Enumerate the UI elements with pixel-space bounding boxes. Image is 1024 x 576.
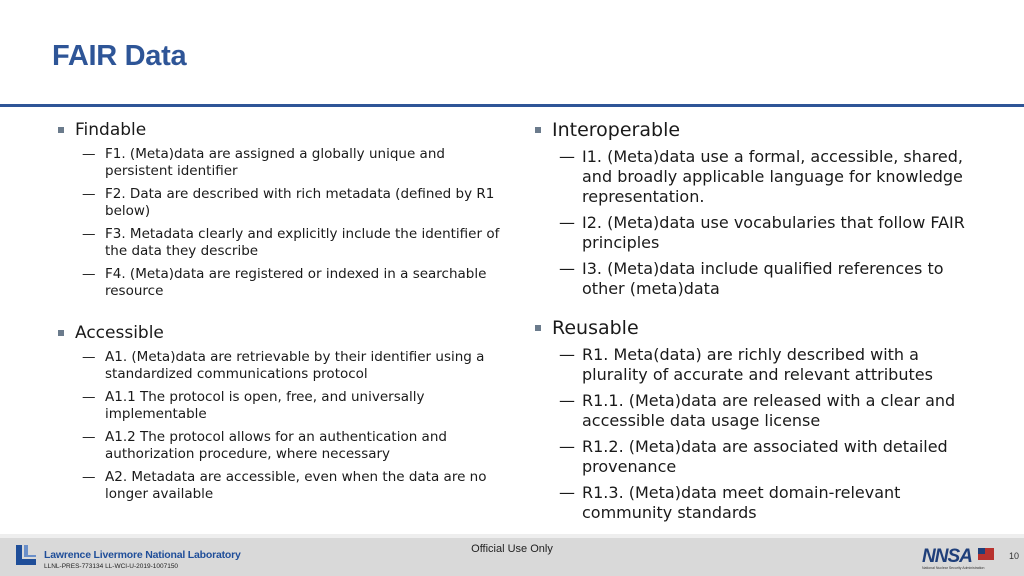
dash-icon: — bbox=[559, 391, 575, 410]
dash-icon: — bbox=[82, 429, 96, 445]
list-item: — F3. Metadata clearly and explicitly include the identifier of the data they describe bbox=[82, 226, 500, 259]
title-divider bbox=[0, 104, 1024, 107]
reusable-heading bbox=[535, 317, 985, 339]
dash-icon: — bbox=[559, 345, 575, 364]
findable-section bbox=[58, 120, 508, 300]
dash-icon: — bbox=[82, 146, 96, 162]
list-item: — A1. (Meta)data are retrievable by their identifier using a standardized communications protocol bbox=[82, 349, 485, 382]
reusable-heading-text: Reusable bbox=[552, 317, 639, 339]
dash-icon: — bbox=[559, 213, 575, 232]
dash-icon: — bbox=[559, 483, 575, 502]
square-bullet-icon bbox=[535, 325, 541, 331]
dash-icon: — bbox=[559, 147, 575, 166]
dash-icon: — bbox=[82, 266, 96, 282]
classification-label: Official Use Only bbox=[471, 543, 553, 555]
list-item: — I2. (Meta)data use vocabularies that follow FAIR principles bbox=[559, 213, 965, 252]
square-bullet-icon bbox=[58, 330, 64, 336]
accessible-section bbox=[58, 323, 508, 503]
dash-icon: — bbox=[82, 389, 96, 405]
list-item: — R1. Meta(data) are richly described with a plurality of accurate and relevant attributes bbox=[559, 345, 933, 384]
list-item: — A1.2 The protocol allows for an authentication and authorization procedure, where necessary bbox=[82, 429, 447, 462]
list-item: — R1.3. (Meta)data meet domain-relevant community standards bbox=[559, 483, 901, 522]
nnsa-subtext: National Nuclear Security Administration bbox=[922, 566, 985, 570]
llnl-mark-icon bbox=[14, 543, 38, 567]
findable-heading-text: Findable bbox=[75, 120, 147, 140]
list-item: — R1.2. (Meta)data are associated with detailed provenance bbox=[559, 437, 948, 476]
accessible-heading-text: Accessible bbox=[75, 323, 164, 343]
list-item: — A2. Metadata are accessible, even when the data are no longer available bbox=[82, 469, 487, 502]
dash-icon: — bbox=[82, 469, 96, 485]
square-bullet-icon bbox=[535, 127, 541, 133]
interoperable-heading-text: Interoperable bbox=[552, 119, 681, 141]
list-item: — R1.1. (Meta)data are released with a clear and accessible data usage license bbox=[559, 391, 956, 430]
reusable-section bbox=[535, 317, 985, 523]
square-bullet-icon bbox=[58, 127, 64, 133]
nnsa-logo-text: NNSA bbox=[922, 546, 972, 567]
nnsa-logo-icon bbox=[922, 545, 1000, 571]
dash-icon: — bbox=[559, 437, 575, 456]
slide-title: FAIR Data bbox=[52, 40, 187, 72]
nnsa-logo bbox=[922, 545, 1000, 576]
list-item: — F1. (Meta)data are assigned a globally unique and persistent identifier bbox=[82, 146, 445, 179]
dash-icon: — bbox=[82, 226, 96, 242]
list-item: — A1.1 The protocol is open, free, and universally implementable bbox=[82, 389, 425, 422]
dash-icon: — bbox=[559, 259, 575, 278]
dash-icon: — bbox=[82, 186, 96, 202]
accessible-heading bbox=[58, 323, 508, 343]
list-item: — I3. (Meta)data include qualified references to other (meta)data bbox=[559, 259, 944, 298]
page-number: 10 bbox=[1009, 551, 1020, 561]
list-item: — I1. (Meta)data use a formal, accessible, shared, and broadly applicable language for knowledge representation. bbox=[559, 147, 963, 206]
dash-icon: — bbox=[82, 349, 96, 365]
interoperable-heading bbox=[535, 119, 985, 141]
document-id: LLNL-PRES-773134 LL-WCI-U-2019-1007150 bbox=[44, 563, 179, 570]
list-item: — F4. (Meta)data are registered or indexed in a searchable resource bbox=[82, 266, 487, 299]
lab-name: Lawrence Livermore National Laboratory bbox=[44, 549, 241, 561]
findable-heading bbox=[58, 120, 508, 140]
interoperable-section bbox=[535, 119, 985, 299]
list-item: — F2. Data are described with rich metadata (defined by R1 below) bbox=[82, 186, 495, 219]
